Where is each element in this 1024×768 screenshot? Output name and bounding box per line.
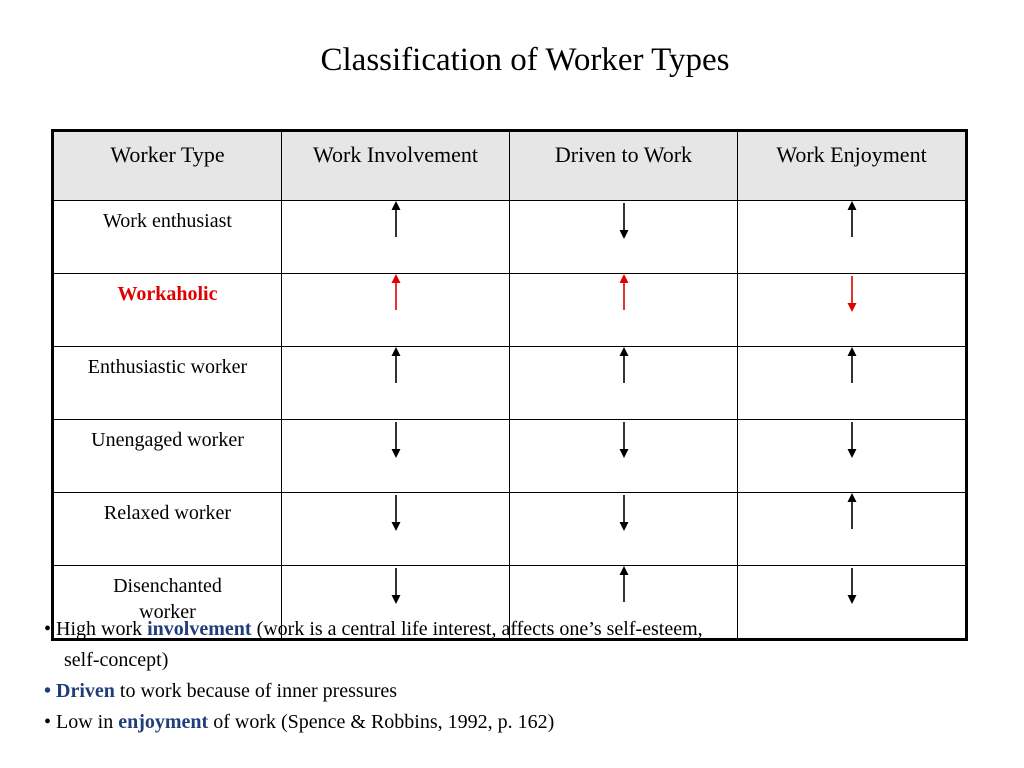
header-worker-type: Worker Type (53, 131, 282, 201)
bullet-marker: • (44, 711, 52, 733)
bullet-marker: • (44, 618, 52, 640)
bullet-driven (44, 676, 944, 707)
bullet-text: of work (Spence & Robbins, 1992, p. 162) (208, 711, 555, 733)
work-involvement-cell (282, 274, 510, 347)
arrow-up-icon (618, 347, 630, 385)
driven-to-work-cell (510, 420, 738, 493)
header-driven-to-work: Driven to Work (510, 131, 738, 201)
work-involvement-cell (282, 493, 510, 566)
arrow-up-icon (618, 274, 630, 312)
bullet-text: (work is a central life interest, affects one’s self-esteem, (251, 618, 703, 640)
driven-to-work-cell (510, 201, 738, 274)
table-row (53, 347, 967, 420)
keyword-driven: Driven (56, 680, 115, 702)
arrow-down-icon (390, 420, 402, 458)
bullet-text: High work (56, 618, 148, 640)
table-row (53, 201, 967, 274)
worker-type-cell: Disenchanted worker (53, 566, 282, 640)
driven-to-work-cell (510, 274, 738, 347)
arrow-down-icon (846, 566, 858, 604)
work-involvement-cell (282, 347, 510, 420)
arrow-down-icon (618, 493, 630, 531)
arrow-up-icon (390, 274, 402, 312)
driven-to-work-cell (510, 493, 738, 566)
table-body (53, 201, 967, 640)
header-work-enjoyment: Work Enjoyment (738, 131, 967, 201)
bullet-marker: • (44, 680, 52, 702)
work-enjoyment-cell (738, 274, 967, 347)
work-enjoyment-cell (738, 201, 967, 274)
arrow-down-icon (846, 420, 858, 458)
arrow-down-icon (618, 201, 630, 239)
worker-type-cell: Enthusiastic worker (53, 347, 282, 420)
bullet-text: to work because of inner pressures (114, 680, 398, 702)
bullet-text: self-concept) (64, 649, 169, 671)
arrow-up-icon (846, 201, 858, 239)
keyword-enjoyment: enjoyment (118, 711, 209, 733)
slide-title: Classification of Worker Types (320, 42, 730, 78)
table-row (53, 420, 967, 493)
arrow-up-icon (390, 347, 402, 385)
work-involvement-cell (282, 201, 510, 274)
arrow-up-icon (390, 201, 402, 239)
driven-to-work-cell (510, 347, 738, 420)
worker-type-cell: Workaholic (53, 274, 282, 347)
bullet-list (44, 614, 944, 738)
table-row (53, 274, 967, 347)
arrow-down-icon (846, 274, 858, 312)
work-enjoyment-cell (738, 420, 967, 493)
keyword-involvement: involvement (147, 618, 252, 640)
worker-type-cell: Relaxed worker (53, 493, 282, 566)
table-row (53, 493, 967, 566)
arrow-down-icon (390, 493, 402, 531)
worker-type-cell: Work enthusiast (53, 201, 282, 274)
header-work-involvement: Work Involvement (282, 131, 510, 201)
work-enjoyment-cell (738, 347, 967, 420)
bullet-involvement-continued (44, 645, 944, 676)
arrow-down-icon (390, 566, 402, 604)
worker-type-table (51, 129, 968, 641)
bullet-text: Low in (56, 711, 119, 733)
worker-type-cell: Unengaged worker (53, 420, 282, 493)
arrow-up-icon (846, 347, 858, 385)
table-header-row (53, 131, 967, 201)
work-involvement-cell (282, 420, 510, 493)
bullet-involvement (44, 614, 944, 645)
arrow-up-icon (846, 493, 858, 531)
arrow-down-icon (618, 420, 630, 458)
work-enjoyment-cell (738, 493, 967, 566)
bullet-enjoyment (44, 707, 944, 738)
arrow-up-icon (618, 566, 630, 604)
